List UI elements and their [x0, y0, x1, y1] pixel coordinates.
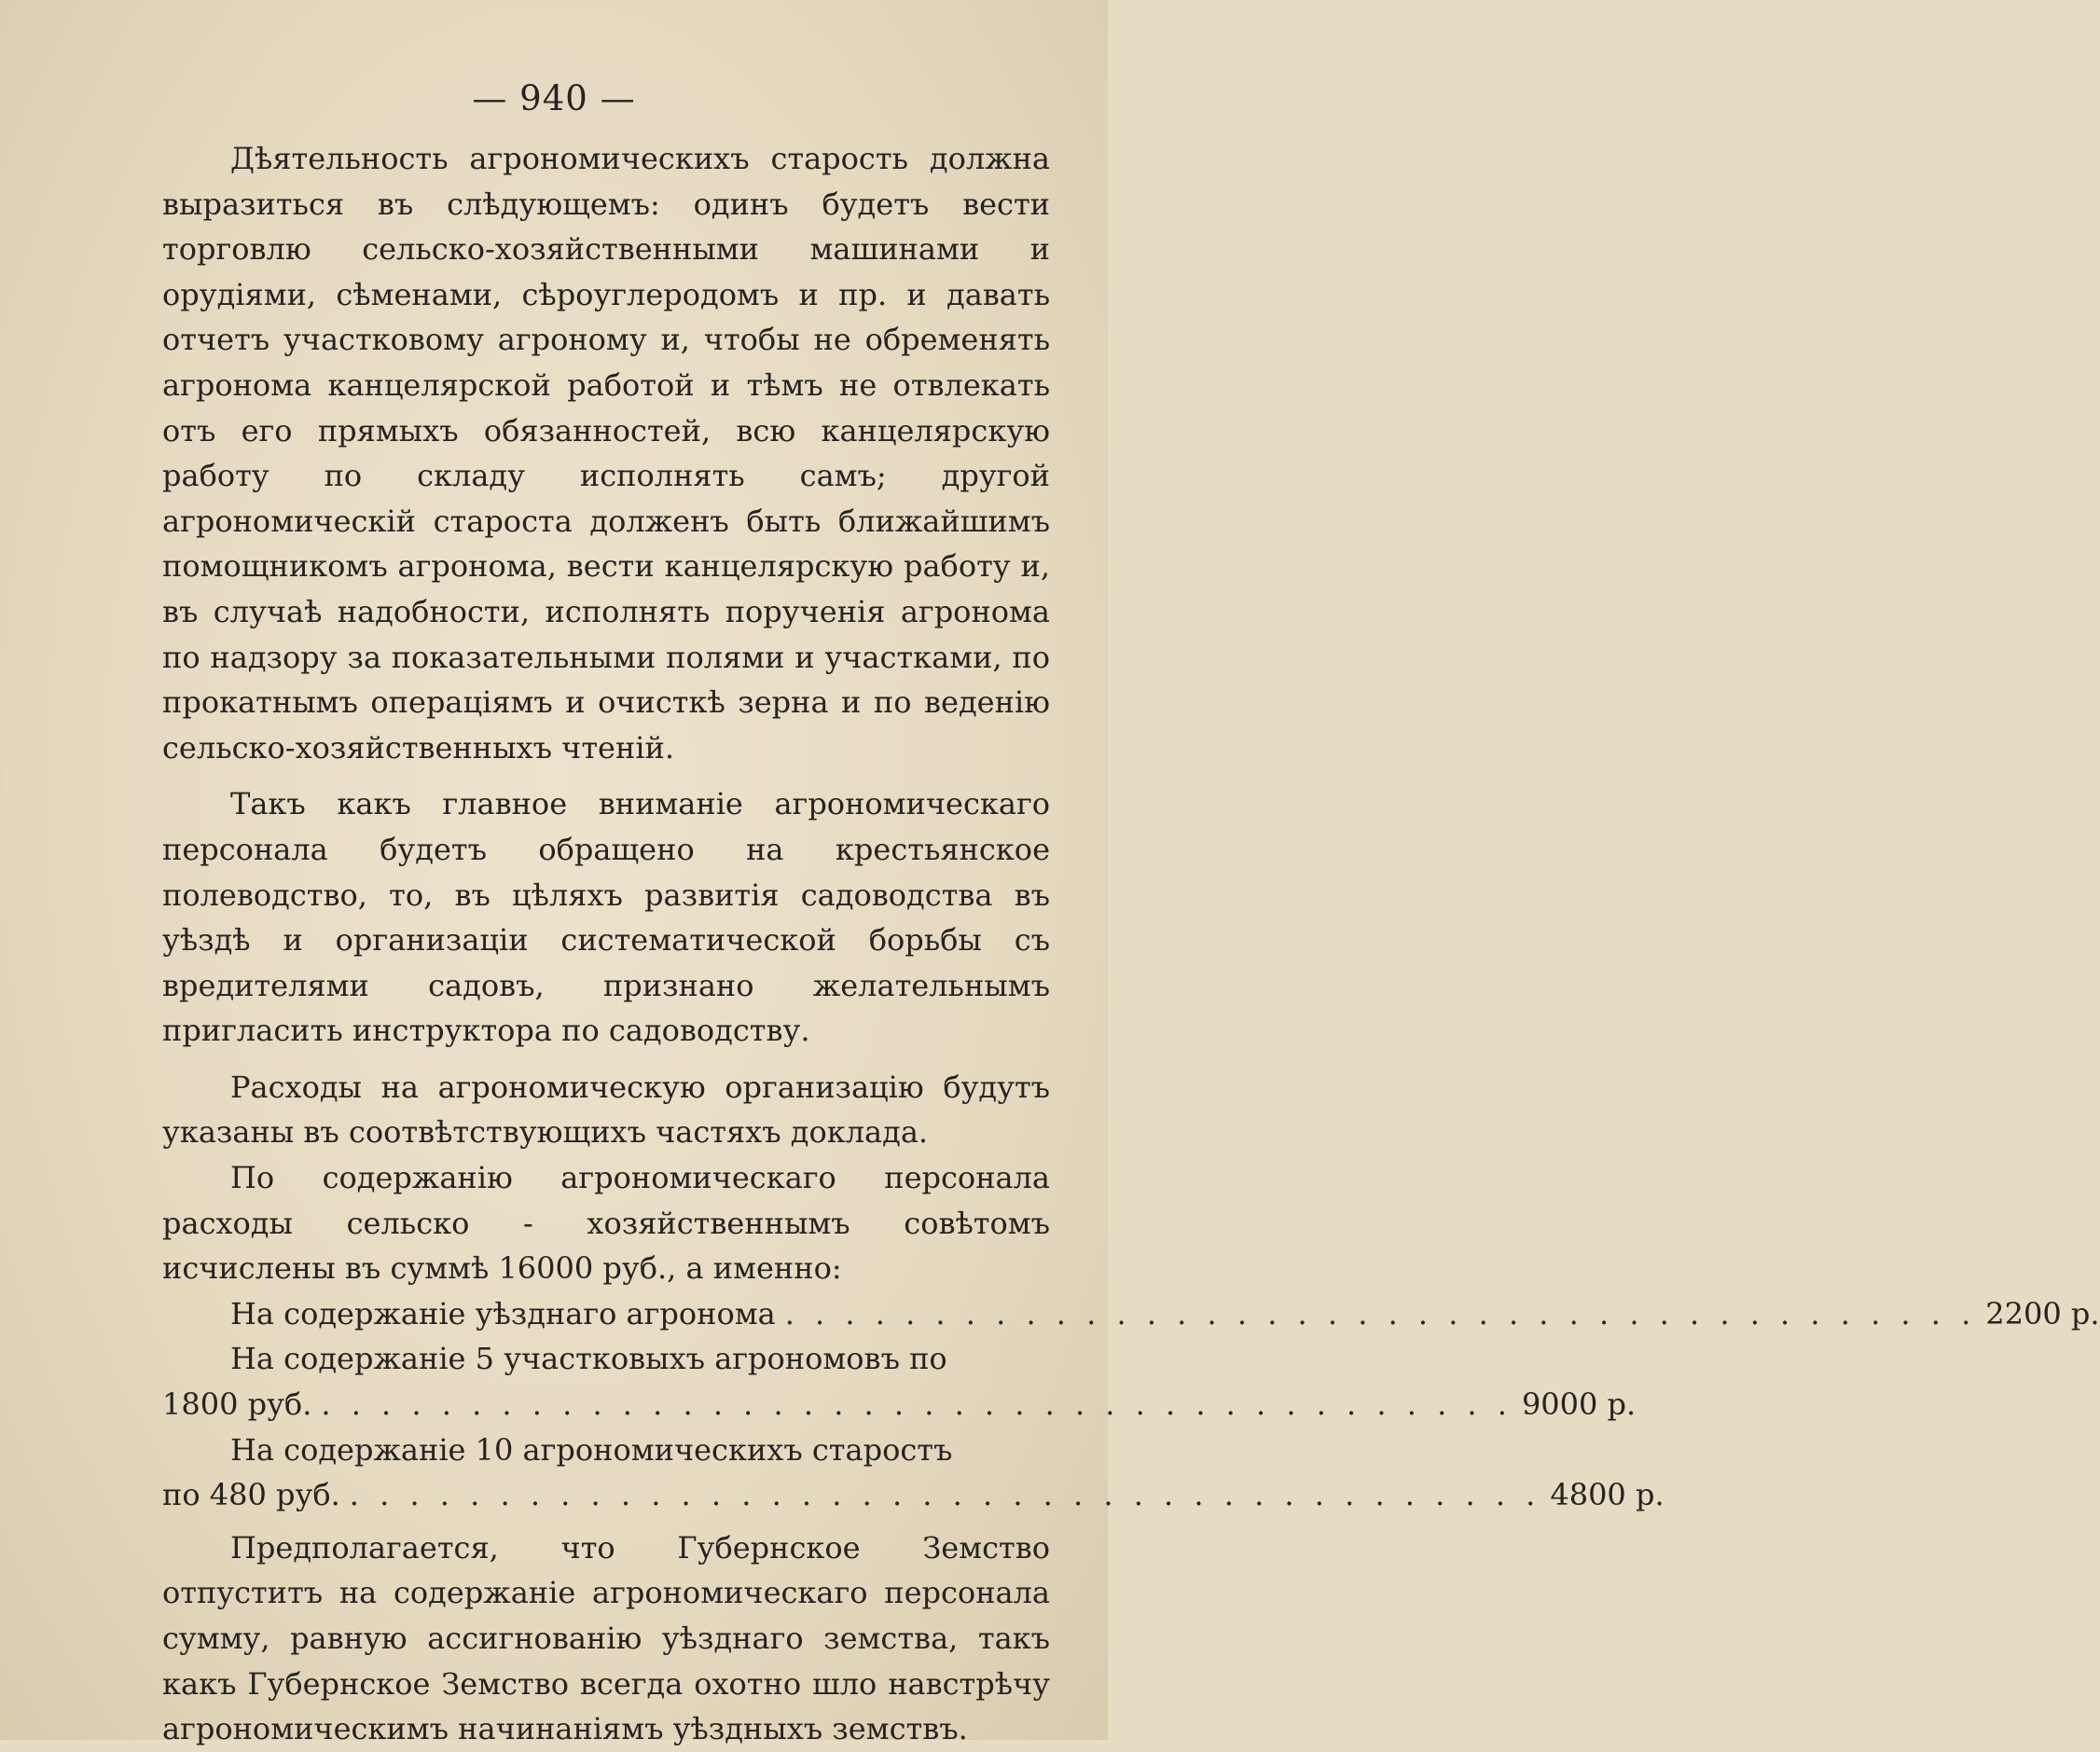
- page-number: — 940 —: [472, 78, 636, 118]
- expense-label: На содержаніе уѣзднаго агронома: [230, 1295, 776, 1331]
- paragraph-expenses-reference: Расходы на агрономическую организацію будутъ указаны въ соотвѣтствующихъ частяхъ доклада.: [162, 1069, 1050, 1151]
- expense-label: по 480 руб.: [162, 1477, 340, 1513]
- expense-item-section-agronomists: На содержаніе 5 участковыхъ агрономовъ по: [230, 1341, 947, 1377]
- expense-item-agronomic-elders-total: [162, 1472, 1665, 1518]
- expense-list: [162, 1291, 2100, 1518]
- leader-dots: . . . . . . . . . . . . . . . . . . . . . . . . . . . . . . . . . . . . . . . .: [349, 1477, 1541, 1513]
- expense-amount: 2200 р.: [1985, 1295, 2100, 1331]
- expense-amount: 9000 р.: [1521, 1386, 1637, 1423]
- body-text: [162, 136, 2100, 1752]
- paragraph-gardening-instructor: Такъ какъ главное вниманіе агрономическаго персонала будетъ обращено на крестьянское полеводство, то, въ цѣляхъ развитія садоводства въ уѣздѣ и организаціи систематической борьбы съ вредителями садовъ, признано желательнымъ пригласить инструктора по садоводству.: [162, 786, 1050, 1049]
- paragraph-provincial-zemstvo: Предполагается, что Губернское Земство отпуститъ на содержаніе агрономическаго персонала сумму, равную ассигнованію уѣзднаго земства, такъ какъ Губернское Земство всегда охотно шло навстрѣчу агрономическимъ начинаніямъ уѣздныхъ земствъ.: [162, 1529, 1050, 1747]
- expense-item-section-agronomists-total: [162, 1382, 1637, 1428]
- leader-dots: . . . . . . . . . . . . . . . . . . . . . . . . . . . . . . . . . . . . . . . .: [784, 1295, 1977, 1331]
- expense-amount: 4800 р.: [1550, 1477, 1665, 1513]
- paragraph-agronomic-elders: Дѣятельность агрономическихъ старость должна выразиться въ слѣдующемъ: одинъ будетъ вести торговлю сельско-хозяйственными машинами и орудіями, сѣменами, сѣроуглеродомъ и пр. и давать отчетъ участковому агроному и, чтобы не обременять агронома канцелярской работой и тѣмъ не отвлекать отъ его прямыхъ обязанностей, всю канцелярскую работу по складу исполнять самъ; другой агрономическій староста долженъ быть ближайшимъ помощникомъ агронома, вести канцелярскую работу и, въ случаѣ надобности, исполнять порученія агронома по надзору за показательными полями и участками, по прокатнымъ операціямъ и очисткѣ зерна и по веденію сельско-хозяйственныхъ чтеній.: [162, 141, 1050, 766]
- expense-item-district-agronomist: [162, 1291, 2100, 1337]
- leader-dots: . . . . . . . . . . . . . . . . . . . . . . . . . . . . . . . . . . . . . . . .: [321, 1386, 1513, 1423]
- expense-item-agronomic-elders: На содержаніе 10 агрономическихъ старостъ: [230, 1431, 953, 1468]
- paragraph-expenses-total: По содержанію агрономическаго персонала расходы сельско - хозяйственнымъ совѣтомъ исчислены въ суммѣ 16000 руб., а именно:: [162, 1160, 1050, 1287]
- expense-label: 1800 руб.: [162, 1386, 312, 1423]
